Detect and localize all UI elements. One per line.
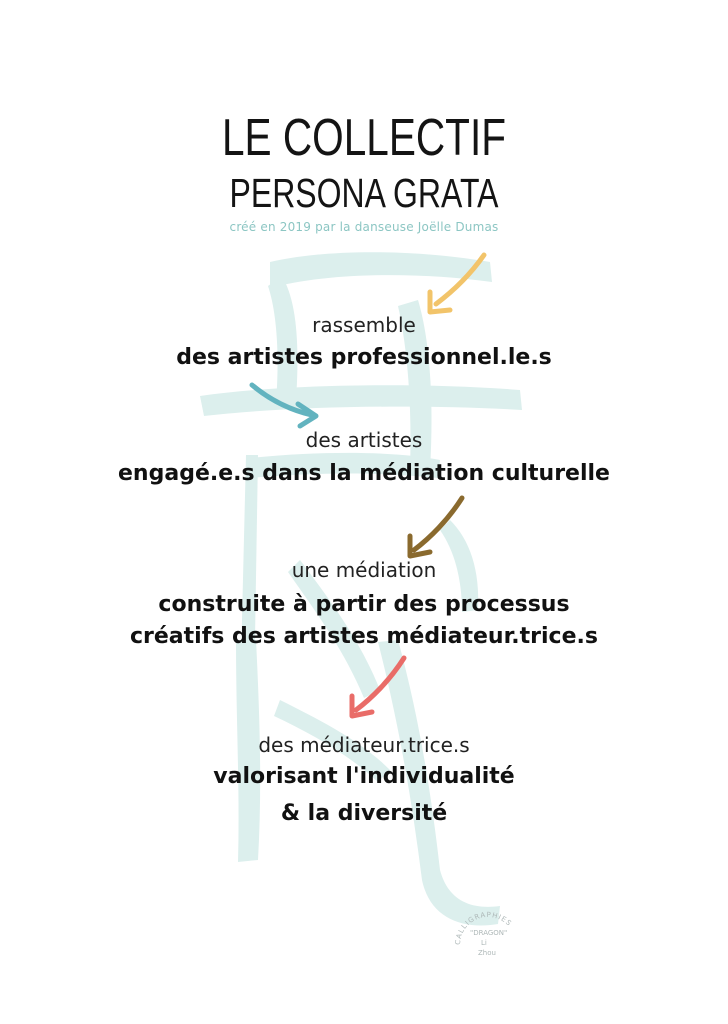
svg-text:Zhou: Zhou <box>478 949 496 957</box>
block-2-line-1: engagé.e.s dans la médiation culturelle <box>118 461 610 486</box>
block-2-intro: des artistes <box>305 428 423 452</box>
main-title: LE COLLECTIF <box>221 109 506 167</box>
block-3-line-2: créatifs des artistes médiateur.trice.s <box>130 624 598 649</box>
teal-arrow <box>252 385 316 426</box>
block-4-line-2: & la diversité <box>280 801 448 826</box>
block-1-intro: rassemble <box>312 313 416 337</box>
block-4-line-1: valorisant l'individualité <box>213 764 515 789</box>
block-1-line-1: des artistes professionnel.le.s <box>176 345 552 370</box>
svg-text:"DRAGON": "DRAGON" <box>470 929 508 937</box>
main-subtitle-title: PERSONA GRATA <box>229 170 499 216</box>
coral-arrow <box>352 658 404 716</box>
block-3-intro: une médiation <box>291 558 437 582</box>
creation-note: créé en 2019 par la danseuse Joëlle Dumas <box>229 220 499 234</box>
block-3-line-1: construite à partir des processus <box>158 592 570 617</box>
calligraphy-credit-stamp <box>448 905 528 985</box>
brown-arrow <box>410 498 462 556</box>
yellow-arrow <box>430 255 484 312</box>
svg-text:Li: Li <box>481 939 487 947</box>
svg-text:CALLIGRAPHIES: CALLIGRAPHIES <box>453 910 514 946</box>
block-4-intro: des médiateur.trice.s <box>258 733 470 757</box>
